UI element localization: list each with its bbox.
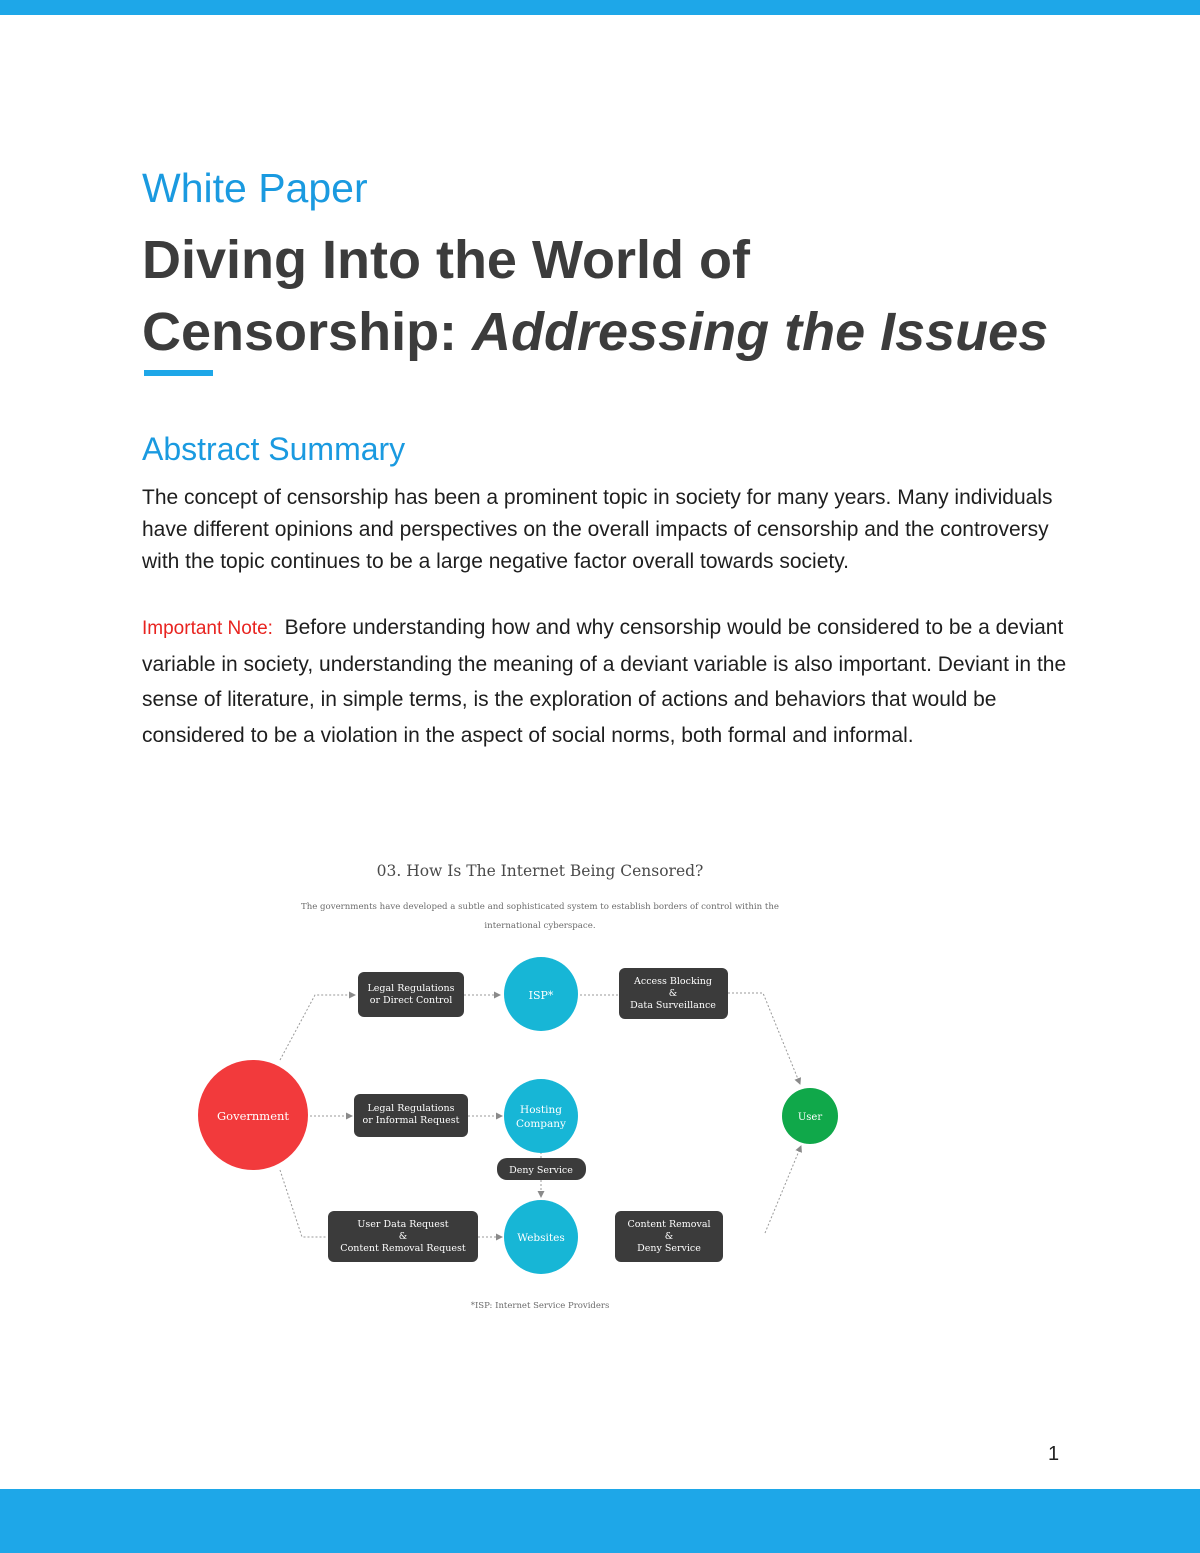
infographic-footnote: *ISP: Internet Service Providers bbox=[470, 1301, 610, 1311]
title-line-2-plain: Censorship: bbox=[142, 302, 473, 362]
censorship-infographic bbox=[190, 850, 850, 1320]
deny-service-label: Deny Service bbox=[509, 1165, 573, 1176]
hosting-node bbox=[504, 1079, 578, 1153]
legal-direct-line-2: or Direct Control bbox=[369, 995, 453, 1006]
user-label: User bbox=[797, 1112, 823, 1123]
document-kicker: White Paper bbox=[142, 165, 368, 211]
infographic-subtitle-line-1: The governments have developed a subtle and sophisticated system to establish borders of control within the bbox=[300, 902, 780, 912]
top-accent-bar bbox=[0, 0, 1200, 15]
access-line-3: Data Surveillance bbox=[630, 1000, 716, 1011]
access-line-1: Access Blocking bbox=[634, 976, 712, 987]
important-note-text: Before understanding how and why censorship would be considered to be a deviant variable in society, understanding the meaning of a deviant variable is also important. Deviant in the sense of literature, in simple terms, is the exploration of actions and behaviors that would be considered to be a violation in the aspect of social norms, both formal and informal. bbox=[142, 616, 1067, 747]
content-removal-line-2: & bbox=[664, 1231, 674, 1242]
title-line-2-italic: Addressing the Issues bbox=[472, 302, 1049, 362]
connector-content-user bbox=[765, 1146, 801, 1233]
infographic-title: 03. How Is The Internet Being Censored? bbox=[376, 862, 704, 880]
hosting-label-line-2: Company bbox=[516, 1118, 566, 1130]
legal-informal-line-2: or Informal Request bbox=[362, 1115, 460, 1126]
connector-access-user bbox=[728, 993, 800, 1084]
important-note-label: Important Note: bbox=[142, 618, 273, 639]
title-accent-rule bbox=[144, 370, 213, 376]
connector-gov-bottom bbox=[280, 1170, 327, 1237]
government-label: Government bbox=[216, 1109, 290, 1123]
document-title bbox=[142, 224, 1142, 368]
access-line-2: & bbox=[668, 988, 678, 999]
abstract-paragraph: The concept of censorship has been a prominent topic in society for many years. Many individuals have different opinions and perspectives on the overall impacts of censorship and the controversy with the topic continues to be a large negative factor overall towards society. bbox=[142, 486, 1053, 573]
important-note bbox=[142, 610, 1072, 753]
content-removal-line-1: Content Removal bbox=[627, 1219, 711, 1230]
title-line-1: Diving Into the World of bbox=[142, 230, 750, 290]
legal-informal-line-1: Legal Regulations bbox=[367, 1103, 455, 1114]
user-data-line-3: Content Removal Request bbox=[340, 1243, 466, 1254]
user-data-line-1: User Data Request bbox=[357, 1219, 449, 1230]
legal-direct-line-1: Legal Regulations bbox=[367, 983, 455, 994]
page-number: 1 bbox=[1048, 1443, 1060, 1465]
user-data-line-2: & bbox=[398, 1231, 408, 1242]
abstract-heading: Abstract Summary bbox=[142, 431, 406, 467]
infographic-subtitle-line-2: international cyberspace. bbox=[484, 921, 596, 931]
websites-label: Websites bbox=[517, 1232, 565, 1244]
content-removal-line-3: Deny Service bbox=[637, 1243, 701, 1254]
bottom-accent-bar bbox=[0, 1489, 1200, 1553]
hosting-label-line-1: Hosting bbox=[520, 1104, 562, 1116]
isp-label: ISP* bbox=[528, 989, 554, 1002]
connector-gov-top bbox=[280, 995, 355, 1060]
